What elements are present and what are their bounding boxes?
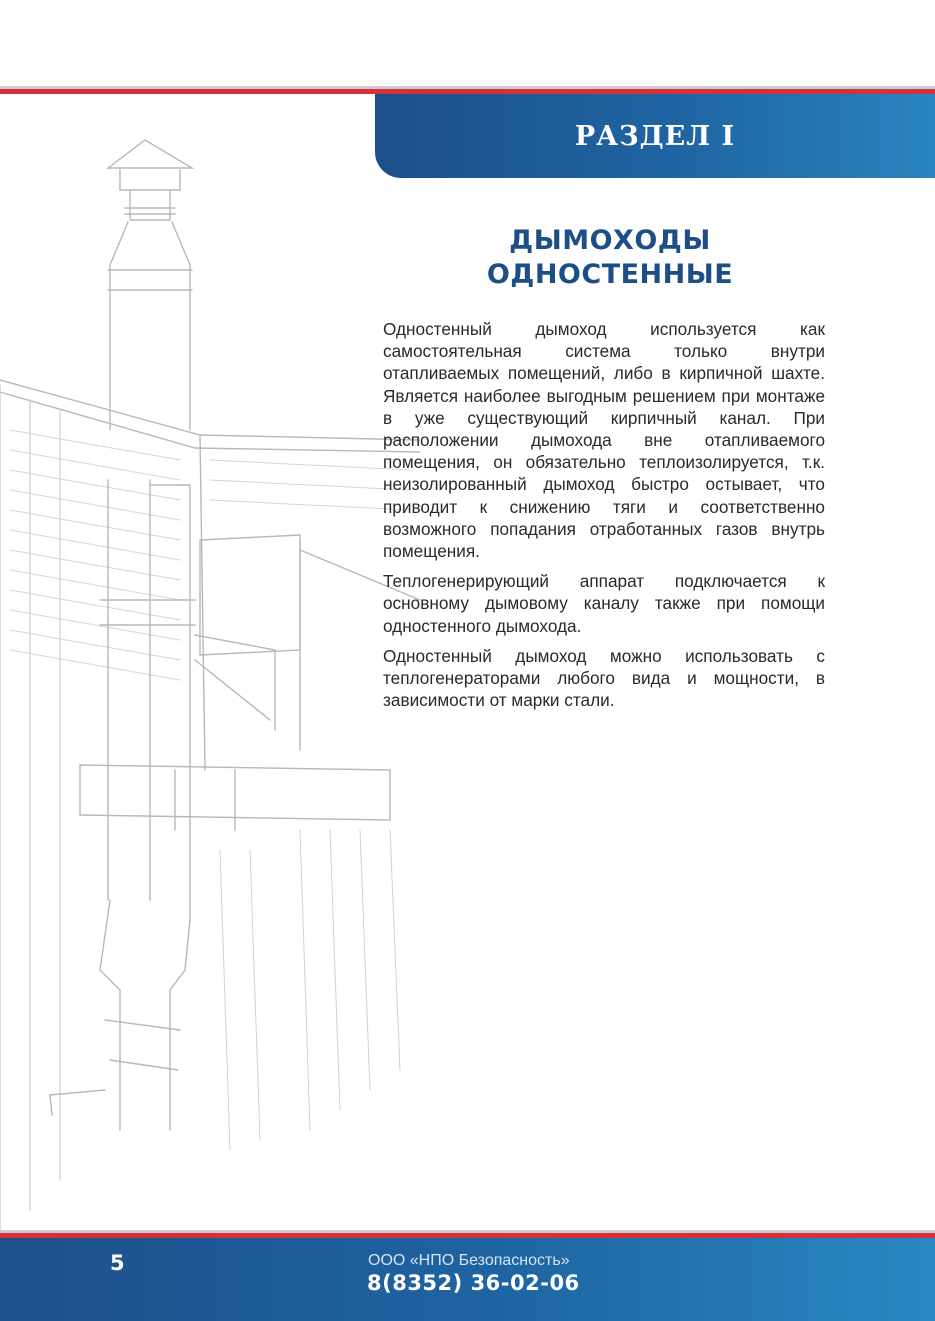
section-tab: [375, 94, 935, 178]
section-label: РАЗДЕЛ I: [574, 120, 736, 152]
footer: [0, 1238, 935, 1321]
title-line-1: ДЫМОХОДЫ: [509, 225, 711, 256]
phone-number: 8(8352) 36-02-06: [367, 1271, 580, 1295]
body-text: [383, 318, 825, 719]
title-line-2: ОДНОСТЕННЫЕ: [486, 259, 734, 290]
chimney-sketch-icon: [0, 130, 420, 1230]
paragraph-3: Одностенный дымоход можно использовать с теплогенераторами любого вида и мощности, в зависимости от марки стали.: [383, 645, 825, 711]
page-number: 5: [110, 1251, 125, 1275]
page-title: [470, 224, 750, 292]
paragraph-2: Теплогенерирующий аппарат подключается к основному дымовому каналу также при помощи одностенного дымохода.: [383, 571, 825, 636]
paragraph-1: Одностенный дымоход используется как самостоятельная система только внутри отапливаемых помещений, либо в кирпичной шахте. Является наиболее выгодным решением при монтаже в уже существующий кирпичный канал. При расположении дымохода вне отапливаемого помещения, он обязательно теплоизолируется, т.к. неизолированный дымоход быстро остывает, что приводит к снижению тяги и соответственно возможного попадания отработанных газов внутрь помещения.: [383, 319, 825, 562]
company-name: ООО «НПО Безопасность»: [368, 1252, 570, 1269]
